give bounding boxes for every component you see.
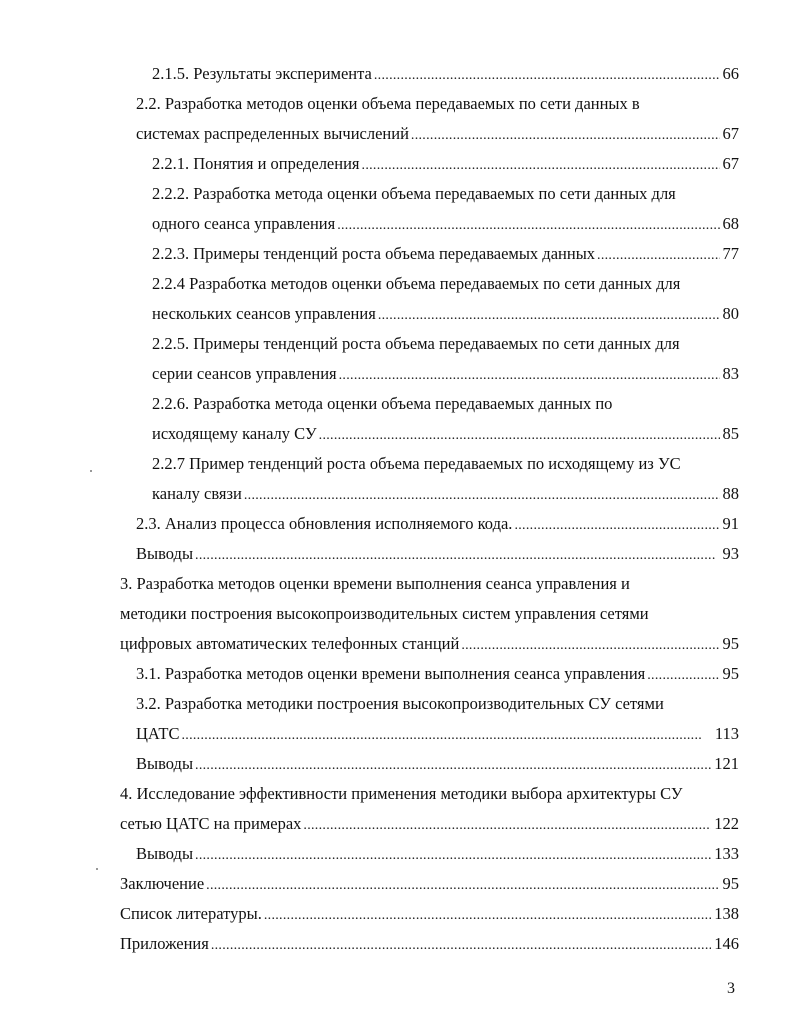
toc-entry (152, 330, 680, 358)
toc-entry (152, 150, 739, 178)
toc-entry-title: 3. Разработка методов оценки времени выполнения сеанса управления и (120, 574, 630, 593)
toc-entry (136, 120, 739, 148)
toc-entry (152, 360, 739, 388)
toc-entry-page: 146 (714, 934, 739, 953)
toc-entry (136, 840, 739, 868)
toc-entry-page: 133 (714, 844, 739, 863)
toc-leader (195, 840, 711, 870)
toc-entry-page: 138 (714, 904, 739, 923)
toc-entry-title: каналу связи (152, 484, 242, 503)
toc-entry-title: 2.2.1. Понятия и определения (152, 154, 360, 173)
toc-entry-title: 2.2.5. Примеры тенденций роста объема передаваемых по сети данных для (152, 334, 680, 353)
toc-leader (206, 870, 719, 900)
toc-entry-page: 88 (722, 484, 739, 503)
toc-entry-title: 2.2.2. Разработка метода оценки объема передаваемых по сети данных для (152, 184, 676, 203)
toc-entry (136, 690, 664, 718)
toc-entry-title: исходящему каналу СУ (152, 424, 317, 443)
toc-entry-title: Выводы (136, 754, 194, 773)
toc-entry (136, 90, 640, 118)
toc-entry-page: 83 (722, 364, 739, 383)
toc-entry-title: нескольких сеансов управления (152, 304, 376, 323)
toc-entry (152, 480, 739, 508)
toc-entry-page: 67 (722, 154, 739, 173)
toc-entry-title: 2.2. Разработка методов оценки объема передаваемых по сети данных в (136, 94, 640, 113)
toc-entry (120, 570, 630, 598)
toc-leader (264, 900, 711, 930)
toc-entry (136, 510, 739, 538)
toc-entry-page: 68 (722, 214, 739, 233)
toc-entry-title: Выводы (136, 544, 194, 563)
toc-leader (195, 750, 711, 780)
toc-entry-title: 2.1.5. Результаты эксперимента (152, 64, 372, 83)
toc-entry (136, 720, 739, 748)
toc-entry (152, 240, 739, 268)
toc-entry-title: 2.2.6. Разработка метода оценки объема передаваемых данных по (152, 394, 613, 413)
toc-entry-title: Заключение (120, 874, 205, 893)
toc-entry-title: Приложения (120, 934, 209, 953)
toc-leader (195, 540, 719, 570)
toc-leader (319, 420, 720, 450)
toc-entry-page: 85 (722, 424, 739, 443)
toc-leader (339, 360, 720, 390)
toc-leader (411, 120, 720, 150)
toc-entry-page: 67 (722, 124, 739, 143)
toc-entry (136, 540, 739, 568)
toc-entry (120, 900, 739, 928)
toc-entry-title: ЦАТС (136, 724, 180, 743)
toc-entry-page: 95 (722, 874, 739, 893)
toc-entry-title: 2.2.3. Примеры тенденций роста объема передаваемых данных (152, 244, 596, 263)
toc-leader (647, 660, 719, 690)
toc-leader (181, 720, 711, 750)
toc-leader (211, 930, 711, 960)
toc-entry (152, 420, 739, 448)
toc-entry-title: одного сеанса управления (152, 214, 336, 233)
toc-entry (136, 660, 739, 688)
toc-entry (120, 630, 739, 658)
toc-entry-page: 80 (722, 304, 739, 323)
toc-entry (120, 930, 739, 958)
toc-entry-title: методики построения высокопроизводительных систем управления сетями (120, 604, 649, 623)
toc-entry-title: системах распределенных вычислений (136, 124, 409, 143)
toc-entry (120, 600, 649, 628)
toc-entry-page: 91 (722, 514, 739, 533)
toc-entry-title: 4. Исследование эффективности применения методики выбора архитектуры СУ (120, 784, 683, 803)
toc-entry-page: 95 (722, 634, 739, 653)
toc-leader (303, 810, 711, 840)
toc-entry-title: 3.1. Разработка методов оценки времени выполнения сеанса управления (136, 664, 646, 683)
toc-leader (244, 480, 720, 510)
toc-entry (152, 450, 681, 478)
toc-entry (152, 180, 676, 208)
toc-leader (514, 510, 719, 540)
toc-entry (152, 210, 739, 238)
toc-leader (362, 150, 720, 180)
toc-entry (136, 750, 739, 778)
toc-entry-page: 93 (722, 544, 739, 563)
toc-entry (152, 60, 739, 88)
toc-entry-title: Выводы (136, 844, 194, 863)
toc-entry-page: 66 (722, 64, 739, 83)
toc-entry-title: серии сеансов управления (152, 364, 337, 383)
toc-leader (461, 630, 719, 660)
toc-entry (120, 870, 739, 898)
toc-entry-title: 2.2.4 Разработка методов оценки объема передаваемых по сети данных для (152, 274, 681, 293)
toc-entry-page: 121 (714, 754, 739, 773)
toc-leader (374, 60, 720, 90)
toc-entry (120, 780, 683, 808)
scan-speck (96, 868, 98, 870)
toc-leader (597, 240, 719, 270)
toc-entry-page: 113 (714, 724, 739, 743)
toc-entry (152, 300, 739, 328)
scan-speck (90, 470, 92, 472)
toc-entry-title: 2.3. Анализ процесса обновления исполняемого кода. (136, 514, 513, 533)
toc-entry-title: цифровых автоматических телефонных станций (120, 634, 460, 653)
toc-entry (120, 810, 739, 838)
toc-entry-page: 122 (714, 814, 739, 833)
toc-entry (152, 270, 680, 298)
toc-leader (378, 300, 720, 330)
toc-leader (337, 210, 719, 240)
toc-entry-page: 77 (722, 244, 739, 263)
toc-entry-page: 95 (722, 664, 739, 683)
toc-entry-title: 2.2.7 Пример тенденций роста объема передаваемых по исходящему из УС (152, 454, 681, 473)
toc-entry-title: сетью ЦАТС на примерах (120, 814, 302, 833)
page-number: 3 (727, 980, 735, 997)
toc-entry-title: Список литературы. (120, 904, 262, 923)
toc-entry (152, 390, 612, 418)
toc-entry-title: 3.2. Разработка методики построения высокопроизводительных СУ сетями (136, 694, 664, 713)
